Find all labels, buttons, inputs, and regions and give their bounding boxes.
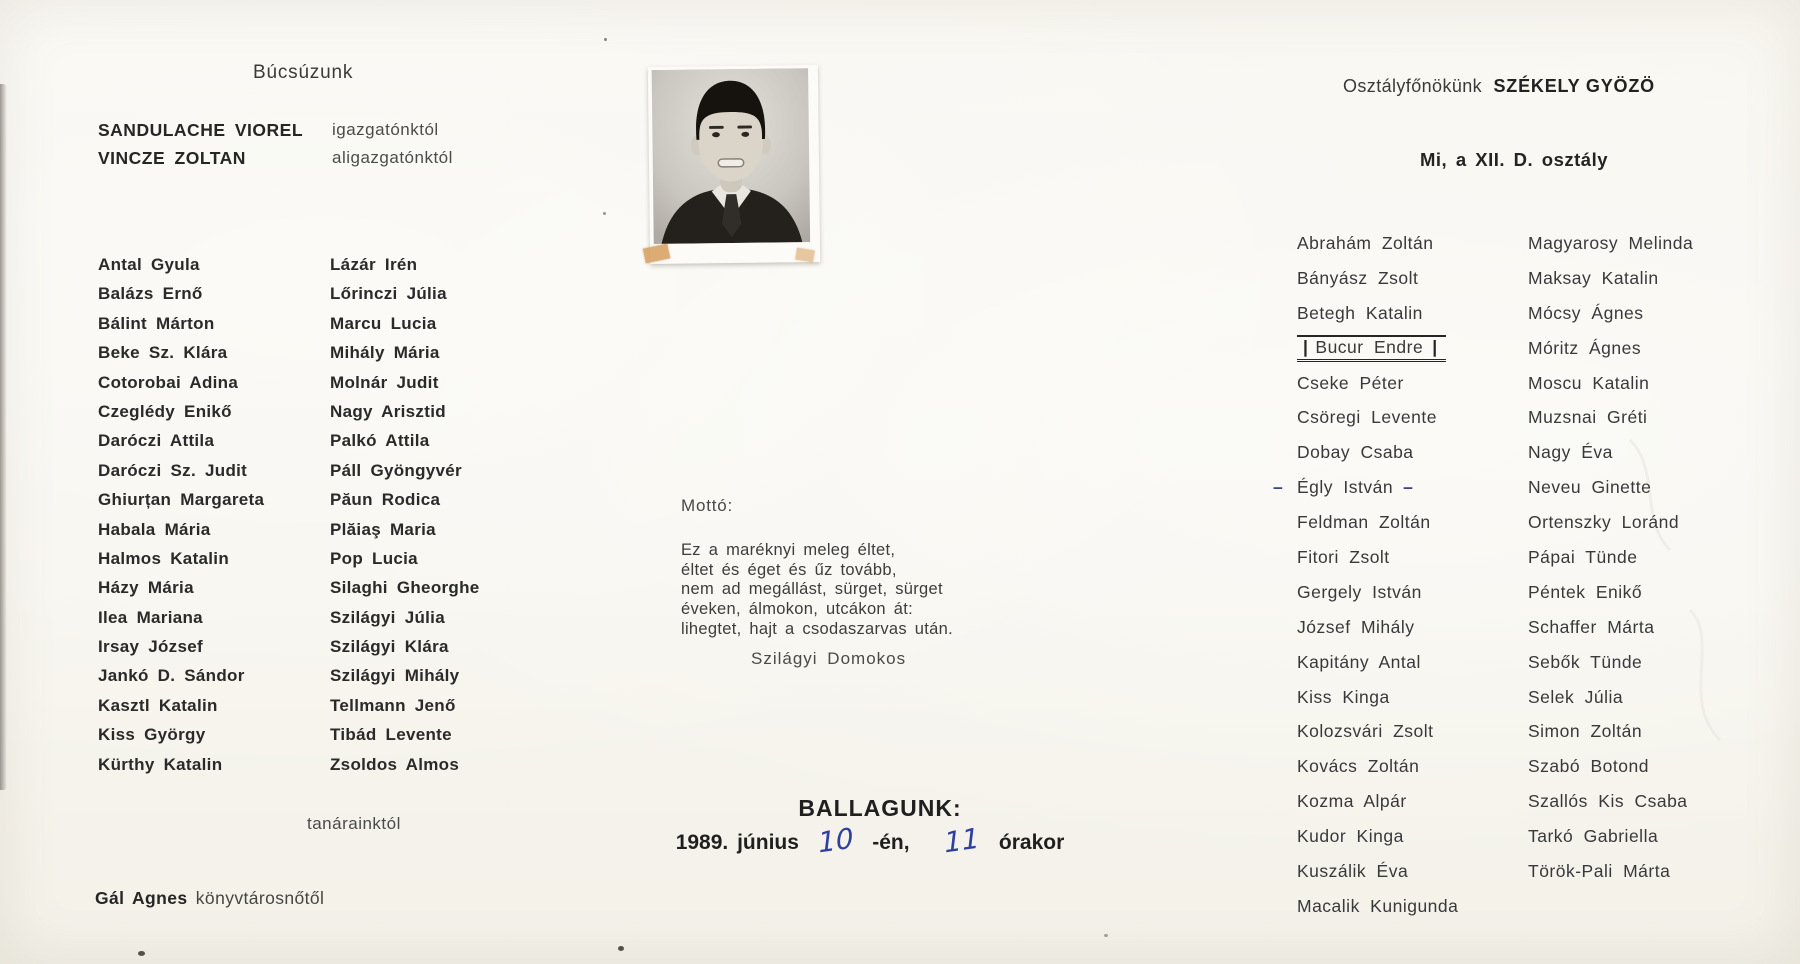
teachers-column-1 [98,250,264,779]
student-name: Macalik Kunigunda [1297,895,1459,916]
teacher-name: Balázs Ernő [98,284,203,304]
teacher-name: Halmos Katalin [98,548,230,568]
motto-label: Mottó: [681,496,734,515]
student-name: Cseke Péter [1297,372,1404,393]
event-date-line [590,821,1150,860]
teacher-name: Ghiurțan Margareta [98,490,265,510]
teacher-name: Ilea Mariana [98,607,203,627]
teacher-name: Tellmann Jenő [330,695,456,715]
portrait-photo [648,65,820,264]
scan-speck [618,946,624,951]
teacher-name: Marcu Lucia [330,313,437,333]
student-name: Kapitány Antal [1297,651,1421,672]
student-name: Muzsnai Gréti [1528,407,1648,428]
motto-poem [681,541,953,639]
event-date-day-suffix: -én, [872,831,910,854]
teacher-name: Kürthy Katalin [98,754,223,774]
teacher-name: Kiss György [98,725,206,745]
student-name: Kozma Alpár [1297,791,1407,812]
teacher-name: Mihály Mária [330,343,440,363]
teacher-name: Szilágyi Klára [330,637,449,657]
official-role: aligazgatónktól [332,148,453,167]
teacher-name: Szilágyi Júlia [330,607,445,627]
scan-speck [603,212,606,215]
student-name: Magyarosy Melinda [1528,232,1694,253]
motto-author: Szilágyi Domokos [751,649,907,668]
official-role: igazgatónktól [332,120,439,139]
tape-mark [795,248,815,263]
teacher-name: Antal Gyula [98,255,200,274]
students-column-2 [1528,226,1693,889]
student-name: Betegh Katalin [1297,302,1423,323]
student-name: Fitori Zsolt [1297,546,1390,567]
student-name: Dobay Csaba [1297,442,1414,463]
student-name: | Bucur Endre | [1297,331,1458,366]
portrait-photo-image [651,68,811,244]
teacher-name: Păun Rodica [330,490,441,510]
teacher-name: Czeglédy Enikő [98,401,232,421]
class-teacher-line [1343,76,1655,97]
student-name: Csöregi Levente [1297,407,1437,428]
student-name: Bányász Zsolt [1297,267,1419,288]
official-name: SANDULACHE VIOREL [98,119,304,140]
student-name: Péntek Enikő [1528,581,1643,602]
student-name: Kudor Kinga [1297,826,1404,847]
teacher-name: Lőrinczi Júlia [330,284,447,304]
teacher-name: Pop Lucia [330,548,418,568]
official-name: VINCZE ZOLTAN [98,147,246,168]
teacher-name: Silaghi Gheorghe [330,578,480,598]
teacher-name: Kasztl Katalin [98,695,218,715]
teacher-name: Házy Mária [98,578,194,598]
teacher-name: Szilágyi Mihály [330,666,460,686]
teacher-name: Daróczi Sz. Judit [98,460,248,480]
student-name: Sebők Tünde [1528,651,1643,672]
student-name: Simon Zoltán [1528,721,1643,742]
motto-line: lihegtet, hajt a csodaszarvas után. [681,619,953,638]
librarian-line [95,888,324,909]
teacher-name: Jankó D. Sándor [98,666,245,686]
student-name: Gergely István [1297,581,1422,602]
students-column-1 [1297,226,1458,924]
paper-edge-shadow [0,84,7,790]
teacher-name: Páll Gyöngyvér [330,460,462,480]
class-subtitle: Mi, a XII. D. osztály [1420,149,1609,170]
student-name: József Mihály [1297,616,1415,637]
scan-speck [138,951,145,956]
student-name: Pápai Tünde [1528,546,1638,567]
scan-speck [604,38,607,41]
handwritten-hour: 11 [943,821,982,860]
teachers-caption: tanárainktól [307,814,401,833]
teacher-name: Beke Sz. Klára [98,343,228,363]
student-name: Nagy Éva [1528,442,1613,463]
class-teacher-prefix: Osztályfőnökünk [1343,76,1483,96]
teacher-name: Molnár Judit [330,372,439,392]
student-name: Abrahám Zoltán [1297,232,1434,253]
teacher-name: Daróczi Attila [98,431,215,451]
student-name: Kolozsvári Zsolt [1297,721,1434,742]
student-name: Szabó Botond [1528,756,1649,777]
student-name: Schaffer Márta [1528,616,1655,637]
teacher-name: Zsoldos Almos [330,754,460,774]
student-name: Kovács Zoltán [1297,756,1420,777]
student-name: Kiss Kinga [1297,686,1390,707]
teacher-name: Tibád Levente [330,725,452,745]
event-title: BALLAGUNK: [798,795,962,821]
teacher-name: Cotorobai Adina [98,372,239,392]
class-teacher-name: SZÉKELY GYÖZÖ [1493,76,1655,96]
student-name: Kuszálik Éva [1297,860,1409,881]
librarian-role: könyvtárosnőtől [195,888,325,908]
teacher-name: Palkó Attila [330,431,430,451]
student-name: Tarkó Gabriella [1528,826,1659,847]
student-name: – Égly István – [1297,470,1458,505]
student-name: Mócsy Ágnes [1528,302,1644,323]
event-date-hour-suffix: órakor [998,831,1065,854]
teacher-name: Lázár Irén [330,255,418,274]
teacher-name: Nagy Arisztid [330,401,446,421]
librarian-name: Gál Agnes [95,888,188,908]
student-name: Török-Pali Márta [1528,860,1671,881]
motto-line: éveken, álmokon, utcákon át: [681,600,914,619]
handwritten-day: 10 [816,821,855,860]
official-row [98,144,453,172]
student-name: Moscu Katalin [1528,372,1650,393]
student-name: Neveu Ginette [1528,477,1652,498]
teachers-column-2 [330,250,480,779]
student-name: Szallós Kis Csaba [1528,791,1688,812]
student-name: Móritz Ágnes [1528,337,1642,358]
farewell-title: Búcsúzunk [253,62,354,83]
student-name: Selek Júlia [1528,686,1624,707]
officials-list [98,116,453,172]
motto-line: nem ad megállást, sürget, sürget [681,580,943,599]
official-row [98,116,453,144]
teacher-name: Irsay József [98,637,203,657]
teacher-name: Plăiaş Maria [330,519,436,539]
student-name: Maksay Katalin [1528,267,1659,288]
student-name: Feldman Zoltán [1297,512,1431,533]
teacher-name: Habala Mária [98,519,211,539]
scan-speck [1104,934,1108,937]
student-name: Ortenszky Loránd [1528,512,1680,533]
motto-line: éltet és éget és űz tovább, [681,560,897,579]
motto-line: Ez a maréknyi meleg éltet, [681,541,896,560]
event-date-prefix: 1989. június [675,831,799,854]
teacher-name: Bálint Márton [98,313,215,333]
